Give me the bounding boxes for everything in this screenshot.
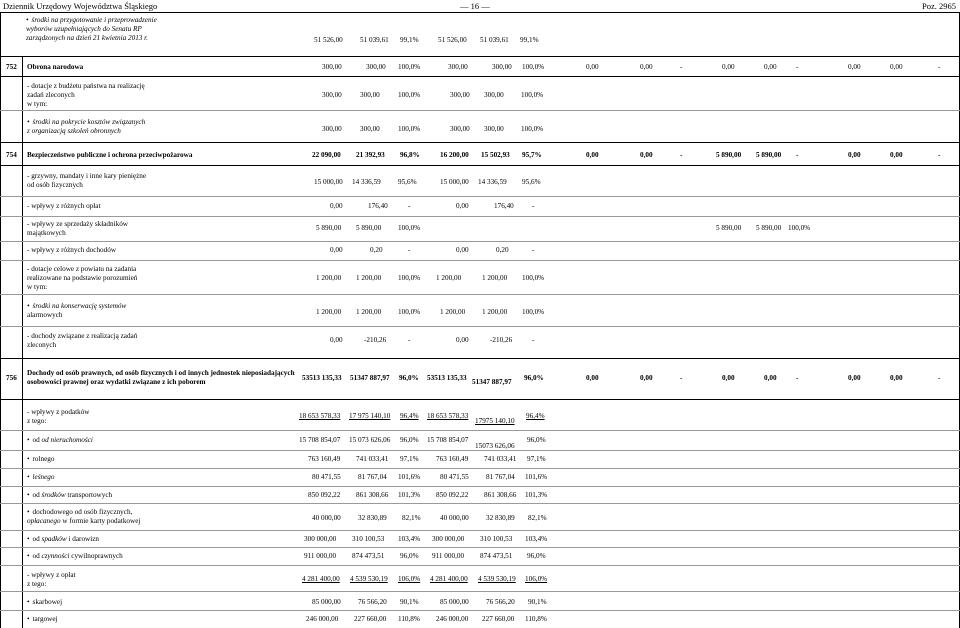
value-exec-2: 0,20 [496,246,509,254]
row-label: - wpływy z podatków z tego: [27,408,90,425]
value-exec: 0,20 [370,246,383,254]
value-w9: - [938,63,941,71]
value-exec: 51347 887,97 [350,374,390,382]
value-pct-2: 101,6% [525,473,548,481]
value-exec-2: 176,40 [494,202,514,210]
row-divider [0,241,960,242]
value-exec: 300,00 [360,125,380,133]
value-pct-2: 90,1% [528,598,547,606]
row-divider [0,503,960,504]
value-pct: 96,0% [399,374,419,382]
row-label: • od spadków i darowizn [27,535,99,543]
value-plan-2: 80 471,55 [440,473,469,481]
row-label: • rolnego [27,455,55,463]
value-exec: 227 660,00 [354,615,387,623]
value-plan-2: 53513 135,33 [427,374,467,382]
row-label: - dotacje celowe z powiatu na zadania realizowane na podstawie porozumień w tym: [27,265,138,291]
value-pct-2: 95,6% [522,178,541,186]
section-title: Obrona narodowa [27,63,84,71]
row-label: - wpływy z różnych opłat [27,202,101,210]
value-exec: 81 767,04 [358,473,387,481]
row-label: • od środków transportowych [27,491,112,499]
value-exec-2: 300,00 [484,125,504,133]
value-exec: 17 975 140,10 [349,412,391,420]
value-w2: 0,00 [640,374,653,382]
value-plan: 300,00 [322,63,342,71]
section-title: Dochody od osób prawnych, od osób fizycznych i od innych jednostek nieposiadających osobowości prawnej oraz wydatki związane z ich poborem [27,369,295,386]
value-exec-2: 32 830,89 [486,514,515,522]
row-divider [0,399,960,400]
value-w1: 0,00 [586,374,599,382]
value-w6: - [796,63,799,71]
value-pct-2: 100,0% [522,63,545,71]
value-pct-2: 95,7% [522,151,542,159]
value-w5: 0,00 [764,374,777,382]
row-divider [0,468,960,469]
value-plan: 53513 135,33 [302,374,342,382]
row-label: - dochody związane z realizacją zadań zleconych [27,332,138,349]
value-plan-2: 15 000,00 [440,178,469,186]
value-plan-2: 763 160,49 [436,455,469,463]
value-pct-2: 97,1% [527,455,546,463]
value-w9: - [938,374,941,382]
value-plan: 1 200,00 [316,308,342,316]
row-label: - dotacje z budżetu państwa na realizację zadań zleconych w tym: [27,82,145,108]
value-exec: 874 473,51 [352,552,385,560]
value-pct: 97,1% [400,455,419,463]
value-plan: 1 200,00 [316,274,342,282]
value-plan-2: 18 653 578,33 [427,412,469,420]
value-pct-2: - [532,336,535,344]
value-pct: 96,4% [400,412,419,420]
row-divider [0,450,960,451]
value-pct-2: 99,1% [520,36,539,44]
value-pct: 96,0% [400,436,419,444]
value-w7: 0,00 [848,374,861,382]
value-w6: 100,0% [788,224,811,232]
value-exec-2: 300,00 [492,63,512,71]
value-plan: 5 890,00 [316,224,342,232]
value-plan-2: 300,00 [448,63,468,71]
value-plan-2: 850 092,22 [436,491,469,499]
value-w1: 0,00 [586,151,599,159]
value-pct: 101,6% [398,473,421,481]
value-exec: 176,40 [368,202,388,210]
value-w3: - [680,374,683,382]
row-divider [0,547,960,548]
value-exec: 21 392,93 [356,151,385,159]
value-exec: 310 100,53 [352,535,385,543]
row-label: - wpływy z opłat z tego: [27,571,76,588]
value-plan: 18 653 578,33 [299,412,341,420]
value-plan-2: 1 200,00 [436,274,462,282]
value-plan: 0,00 [330,336,343,344]
value-exec: 51 039,61 [360,36,389,44]
value-pct-2: 100,0% [521,125,544,133]
value-plan: 40 000,00 [312,514,341,522]
value-pct: 101,3% [398,491,421,499]
value-plan: 763 160,49 [308,455,341,463]
row-divider [0,591,960,592]
journal-title: Dziennik Urzędowy Województwa Śląskiego [3,1,158,11]
value-exec: 300,00 [366,63,386,71]
row-label: • środki na konserwację systemów alarmowych [27,302,267,320]
value-pct: 103,4% [398,535,421,543]
value-plan-2: 911 000,00 [432,552,465,560]
value-plan: 300 000,00 [304,535,337,543]
value-w8: 0,00 [890,374,903,382]
value-pct-2: 101,3% [525,491,548,499]
table-border-left [0,12,1,628]
value-exec: 1 200,00 [356,274,382,282]
value-exec: -210,26 [364,336,387,344]
value-plan-2: 0,00 [456,202,469,210]
top-item-label: • środki na przygotowanie i przeprowadzenie wyborów uzupełniających do Senatu RP zarządzonych na dzień 21 kwietnia 2013 r. [26,16,216,43]
value-exec-2: -210,26 [490,336,513,344]
value-plan: 0,00 [330,246,343,254]
row-label: • targowej [27,615,58,623]
value-pct: 82,1% [402,514,421,522]
value-w2: 0,00 [640,63,653,71]
value-pct-2: 82,1% [528,514,547,522]
value-exec-2: 227 660,00 [482,615,515,623]
value-exec-2: 861 308,66 [484,491,517,499]
value-plan: 300,00 [322,91,342,99]
value-plan-2: 15 708 854,07 [427,436,469,444]
value-exec-2: 14 336,59 [478,178,507,186]
value-pct-2: 106,0% [525,575,548,583]
page-number: — 16 — [460,1,490,11]
value-exec-2: 1 200,00 [482,274,508,282]
value-plan-2: 300,00 [450,91,470,99]
value-plan-2: 40 000,00 [440,514,469,522]
row-divider [0,76,960,77]
page-header [0,0,960,13]
row-divider [0,358,960,359]
row-label: • od od nieruchomości [27,436,93,444]
value-w5: 5 890,00 [756,224,782,232]
row-divider [0,565,960,566]
row-divider [0,294,960,295]
value-pct-2: 100,0% [522,308,545,316]
value-pct-2: 96,0% [527,552,546,560]
value-exec-2: 51 039,61 [480,36,509,44]
value-pct: 100,0% [398,224,421,232]
value-w5: 5 890,00 [756,151,782,159]
value-exec-2: 15073 626,06 [475,442,515,450]
value-w7: 0,00 [848,63,861,71]
row-label: • od czynności cywilnoprawnych [27,552,123,560]
value-plan-2: 0,00 [456,246,469,254]
section-code: 756 [6,374,17,382]
row-divider [0,610,960,611]
value-exec-2: 741 033,41 [484,455,517,463]
value-pct: - [408,336,411,344]
value-pct-2: 96,0% [524,374,544,382]
value-pct-2: 100,0% [522,274,545,282]
value-w4: 5 890,00 [716,151,742,159]
value-pct: 99,1% [400,36,419,44]
row-label: - wpływy z różnych dochodów [27,246,117,254]
value-plan: 850 092,22 [308,491,341,499]
value-pct: 90,1% [400,598,419,606]
value-w4: 0,00 [722,63,735,71]
value-plan-2: 246 000,00 [436,615,469,623]
value-plan-2: 16 200,00 [440,151,469,159]
value-pct-2: 100,0% [521,91,544,99]
value-pct: - [408,246,411,254]
value-w4: 5 890,00 [716,224,742,232]
value-plan: 15 000,00 [314,178,343,186]
value-exec-2: 300,00 [484,91,504,99]
value-w6: - [796,374,799,382]
value-exec-2: 874 473,51 [480,552,513,560]
row-divider [0,486,960,487]
value-pct-2: 103,4% [525,535,548,543]
row-divider [0,110,960,111]
value-exec-2: 1 200,00 [482,308,508,316]
value-pct-2: 96,0% [527,436,546,444]
value-w7: 0,00 [848,151,861,159]
value-w2: 0,00 [640,151,653,159]
row-divider [0,530,960,531]
value-plan: 246 000,00 [306,615,339,623]
value-pct: 110,8% [398,615,420,623]
row-divider [0,142,960,143]
row-label: • środki na pokrycie kosztów związanych z organizacją szkoleń obronnych [27,118,267,136]
value-w6: - [796,151,799,159]
value-w5: 0,00 [764,63,777,71]
value-plan-2: 1 200,00 [440,308,466,316]
row-divider [0,216,960,217]
value-w9: - [938,151,941,159]
value-exec-2: 310 100,53 [480,535,513,543]
value-plan-2: 300 000,00 [432,535,465,543]
row-label: • skarbowej [27,598,62,606]
row-label: - grzywny, mandaty i inne kary pieniężne od osób fizycznych [27,172,147,189]
value-exec: 1 200,00 [356,308,382,316]
value-pct: - [408,202,411,210]
value-pct: 106,0% [398,575,421,583]
value-pct: 95,6% [398,178,417,186]
value-exec: 76 566,20 [358,598,387,606]
value-plan: 911 000,00 [304,552,337,560]
value-plan: 15 708 854,07 [299,436,341,444]
value-plan: 51 526,00 [314,36,343,44]
value-w8: 0,00 [890,151,903,159]
value-pct-2: 110,8% [525,615,547,623]
value-w1: 0,00 [586,63,599,71]
row-label: • leśnego [27,473,55,481]
value-exec-2: 17975 140,10 [475,417,515,425]
value-plan: 4 281 400,00 [302,575,340,583]
value-exec: 32 830,89 [358,514,387,522]
value-plan: 80 471,55 [312,473,341,481]
value-pct-2: - [532,202,535,210]
value-exec-2: 76 566,20 [486,598,515,606]
value-exec: 861 308,66 [356,491,389,499]
value-pct-2: - [532,246,535,254]
value-pct: 100,0% [398,274,421,282]
value-w3: - [680,151,683,159]
value-pct: 96,8% [400,151,420,159]
value-plan-2: 300,00 [450,125,470,133]
value-w8: 0,00 [890,63,903,71]
row-divider [0,56,960,57]
value-w4: 0,00 [722,374,735,382]
section-code: 754 [6,151,17,159]
value-exec: 15 073 626,06 [349,436,391,444]
value-exec: 4 539 530,19 [350,575,388,583]
value-pct-2: 96,4% [526,412,545,420]
row-label: • dochodowego od osób fizycznych, opłacanego w formie karty podatkowej [27,508,267,526]
value-plan-2: 0,00 [456,336,469,344]
row-label: - wpływy ze sprzedaży składników majątkowych [27,220,128,237]
row-divider [0,196,960,197]
value-exec: 14 336,59 [352,178,381,186]
value-exec: 5 890,00 [356,224,382,232]
value-exec-2: 15 502,93 [481,151,510,159]
value-plan: 22 090,00 [312,151,341,159]
value-pct: 96,0% [400,552,419,560]
value-w3: - [680,63,683,71]
value-pct: 100,0% [398,91,421,99]
section-code: 752 [6,63,17,71]
value-plan-2: 51 526,00 [438,36,467,44]
value-plan-2: 4 281 400,00 [430,575,468,583]
row-divider [0,260,960,261]
row-divider [0,165,960,166]
value-exec-2: 51347 887,97 [472,378,512,386]
value-plan: 0,00 [330,202,343,210]
value-plan: 300,00 [322,125,342,133]
value-plan-2: 85 000,00 [440,598,469,606]
value-pct: 100,0% [398,63,421,71]
value-exec: 741 033,41 [356,455,389,463]
value-pct: 100,0% [398,125,421,133]
value-exec: 300,00 [360,91,380,99]
value-plan: 85 000,00 [312,598,341,606]
value-pct: 100,0% [398,308,421,316]
value-exec-2: 4 539 530,19 [478,575,516,583]
position-number: Poz. 2965 [922,1,956,11]
section-title: Bezpieczeństwo publiczne i ochrona przeciwpożarowa [27,151,193,159]
value-exec-2: 81 767,04 [486,473,515,481]
row-divider [0,326,960,327]
row-divider [0,430,960,431]
